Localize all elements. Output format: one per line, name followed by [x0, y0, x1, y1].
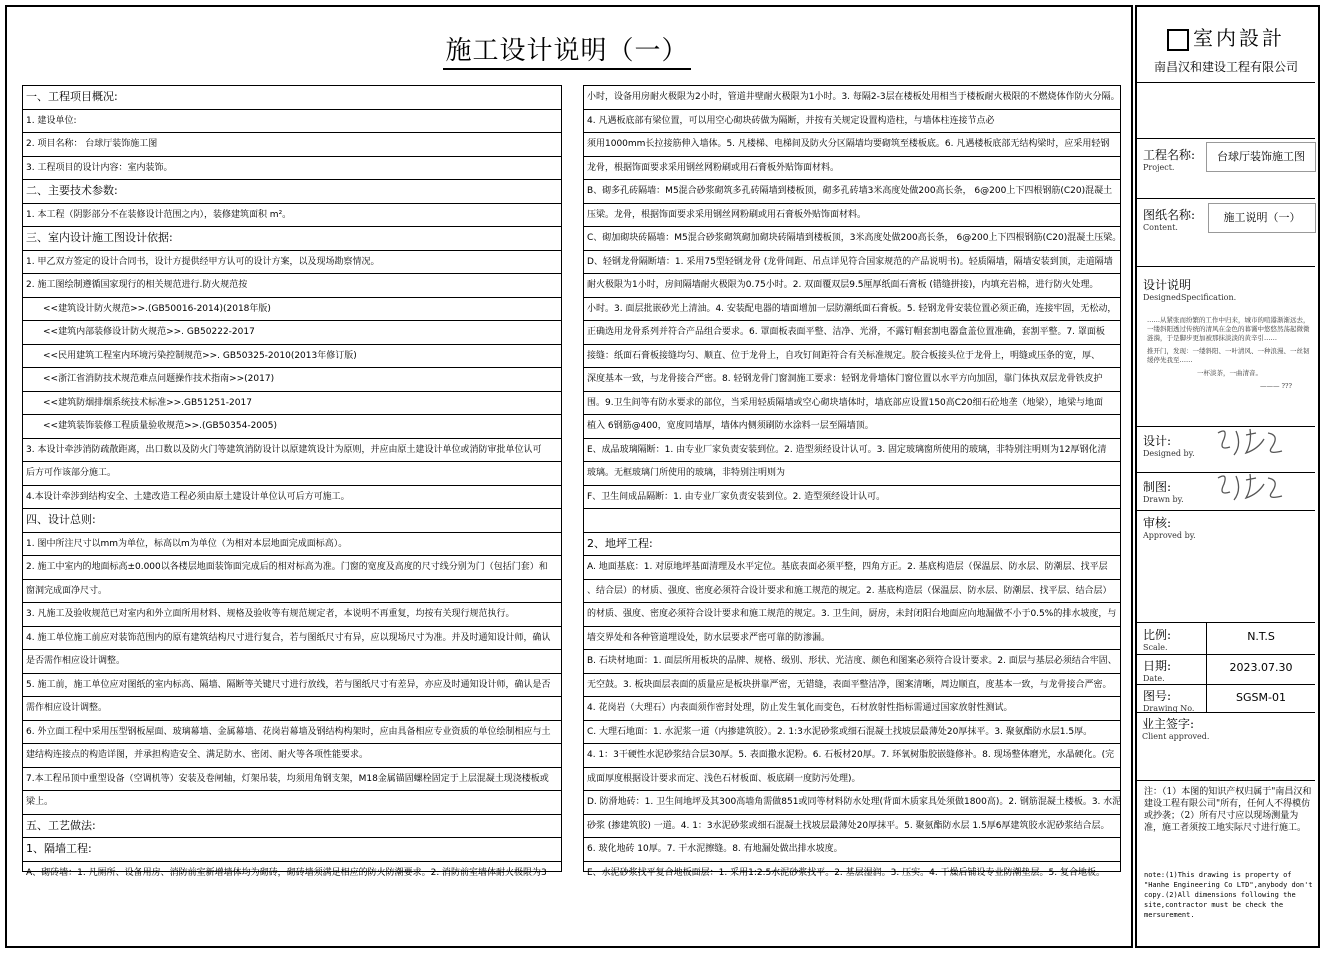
- designer-label: 设计: Designed by.: [1143, 434, 1195, 458]
- spec-line: A. 地面基底：1. 对原地坪基面清理及水平定位。基底表面必须平整，四角方正。2. 基底构造层（保温层、防水层、防潮层、找平层: [584, 556, 1120, 580]
- spec-line: C、砌加砌块砖隔墙：M5混合砂浆砌筑砌加砌块砖隔墙到楼板顶，3米高度处做200高长条， 6@200上下四根钢筋(C20)混凝土压梁。: [584, 227, 1120, 251]
- spec-line: 墙交界处和各种管道埋设处，防水层要求严密可靠的防渗漏。: [584, 627, 1120, 651]
- spec-line: 2. 施工中室内的地面标高±0.000以各楼层地面装饰面完成后的相对标高为准。门窗的宽度及高度的尺寸线分别为门（包括门套）和: [23, 556, 561, 580]
- spec-line: 压梁。龙骨，根据饰面要求采用钢丝网粉刷或用石膏板外贴饰面材料。: [584, 204, 1120, 228]
- date-label: 日期: Date.: [1143, 659, 1172, 683]
- logo-mark-icon: [1167, 29, 1189, 51]
- design-spec-label: 设计说明 DesignedSpecification.: [1143, 278, 1237, 302]
- spec-line: <<建筑装饰装修工程质量验收规范>>.(GB50354-2005): [23, 415, 561, 439]
- design-poem: ……从紧张而纷繁的工作中归来，城市的喧嚣渐渐远去，一缕斜阳透过传统的清风在金色的暮霭中悠悠然荡起微微涟漪，于是脚步更加被那抹淡淡的黄辛引…… 推开门，发现：一缕斜阳、一叶清风、一种浪漫、一丝韧缓停先我至…… 一杯淡茶，一曲清音。 ——— ???: [1147, 316, 1310, 390]
- client-label: 业主签字: Client approved.: [1142, 717, 1210, 741]
- spec-line: 7.本工程吊顶中重型设备（空调机等）安装及卷闸轴，灯架吊装，均须用角钢支架，M18金属锚固螺栓固定于上层混凝土现浇楼板或: [23, 768, 561, 792]
- content-label: 图纸名称: Content.: [1143, 208, 1196, 232]
- section-heading: 1、隔墙工程:: [23, 838, 561, 862]
- spec-line: 5. 施工前，施工单位应对图纸的室内标高、隔墙、隔断等关键尺寸进行放线，若与图纸尺寸有差异，亦应及时通知设计师，确认是否: [23, 674, 561, 698]
- spec-line: 须用1000mm长拉接筋伸入墙体。5. 凡楼梯、电梯间及防火分区隔墙均要砌筑至楼板底。6. 凡遇楼板底部无结构梁时，应采用轻钢: [584, 133, 1120, 157]
- spec-line: <<浙江省消防技术规范难点问题操作技术指南>>(2017): [23, 368, 561, 392]
- scale-label: 比例: Scale.: [1143, 628, 1172, 652]
- note-en: note:(1)This drawing is property of "Hanhe Engineering Co LTD",anybody don't copy.(2)All dimensions following the site,contractor must be check the mersurement.: [1144, 871, 1313, 919]
- spec-line: 耐火极限为1小时，房间隔墙耐火极限为0.75小时。2. 双面覆双层9.5厘厚纸面石膏板 (错缝拼接)，内填充岩棉，进行防火处理。: [584, 274, 1120, 298]
- spec-line: <<建筑设计防火规范>>.(GB50016-2014)(2018年版): [23, 298, 561, 322]
- spec-line: [584, 509, 1120, 533]
- spec-line: <<民用建筑工程室内环境污染控制规范>>. GB50325-2010(2013年修订版): [23, 345, 561, 369]
- spec-line: 正确选用龙骨系列并符合产品组合要求。6. 罩面板表面平整、洁净、光滑，不露钉帽套割电器盒盖位置准确，套割平整。7. 罩面板: [584, 321, 1120, 345]
- spec-line: 3. 本设计牵涉消防疏散距离，出口数以及防火门等建筑消防设计以原建筑设计为原则，并应由原土建设计单位或消防审批单位认可: [23, 439, 561, 463]
- spec-line: 4. 花岗岩（大理石）内表面须作密封处理，防止发生氧化而变色，石材放射性指标需通过国家放射性测试。: [584, 697, 1120, 721]
- spec-line: F、卫生间成品隔断：1. 由专业厂家负责安装到位。2. 造型须经设计认可。: [584, 486, 1120, 510]
- spec-line: E、水泥砂浆找平复合地板面层：1. 采用1:2.5水泥砂浆找平。2. 基层湿润。3. 压实。4. 干燥后铺设专业防潮垫层。5. 复合地板。: [587, 867, 1105, 878]
- project-label: 工程名称: Project.: [1143, 148, 1196, 172]
- spec-line: 2. 项目名称： 台球厅装饰施工图: [23, 133, 561, 157]
- section-heading: 一、工程项目概况:: [23, 86, 561, 110]
- content-value: 施工说明（一）: [1208, 203, 1316, 233]
- spec-line: <<建筑防烟排烟系统技术标准>>.GB51251-2017: [23, 392, 561, 416]
- spec-line: 接缝：纸面石膏板接缝均匀、顺直、位于龙骨上，自攻钉间距符合有关标准规定。胶合板接头位于龙骨上，明缝或压条的宽，厚、: [584, 345, 1120, 369]
- date-value: 2023.07.30: [1229, 661, 1293, 674]
- spec-line: C. 大理石地面：1. 水泥浆一道（内掺建筑胶）。2. 1:3水泥砂浆或细石混凝土找坡层最薄处20厚抹平。3. 聚氨酯防水层1.5厚。: [584, 721, 1120, 745]
- spec-line: 植入 6钢筋@400，宽度同墙厚，墙体内侧须刷防水涂料一层至隔墙顶。: [584, 415, 1120, 439]
- spec-line: A、砌砖墙：1. 凡厕所、设备用房、消防前室新增墙体均为砌砖，砌砖墙须满足相应的防火防潮要求。2. 消防前室墙体耐火极限为3: [26, 867, 547, 878]
- spec-line: 小时。3. 面层批嵌砂光上清油。4. 安装配电器的墙面增加一层防潮纸面石膏板。5. 轻钢龙骨安装位置必须正确，连接牢固，无松动，: [584, 298, 1120, 322]
- spec-line: 的材质、强度、密度必须符合设计要求和施工规范的规定。3. 卫生间，厨房，未封闭阳台地面应向地漏做不小于0.5%的排水坡度，与: [584, 603, 1120, 627]
- spec-line: 需作相应设计调整。: [23, 697, 561, 721]
- right-column: [583, 85, 1122, 878]
- spec-line: 4. 凡遇板底部有梁位置，可以用空心砌块砖做为隔断，并按有关规定设置构造柱，与墙体柱连接节点必: [584, 110, 1120, 134]
- spec-line: 1. 建设单位:: [23, 110, 561, 134]
- spec-line: 4. 施工单位施工前应对装饰范围内的原有建筑结构尺寸进行复合，若与图纸尺寸有异，应以现场尺寸为准。并及时通知设计师，确认: [23, 627, 561, 651]
- spec-line: 2. 施工图绘制遵循国家现行的相关规范进行.防火规范按: [23, 274, 561, 298]
- spec-line: D、轻钢龙骨隔断墙：1. 采用75型轻钢龙骨 (龙骨间距、吊点详见符合国家规范的产品说明书)。轻质隔墙，隔墙安装到顶，走道隔墙: [584, 251, 1120, 275]
- company-name: 南昌汉和建设工程有限公司: [1153, 60, 1298, 74]
- spec-line: 小时，设备用房耐火极限为2小时，管道井壁耐火极限为1小时。3. 每隔2-3层在楼板处用相当于楼板耐火极限的不燃烧体作防火分隔。: [584, 86, 1120, 110]
- left-column: [22, 85, 562, 878]
- approved-label: 审核: Approved by.: [1143, 516, 1196, 540]
- spec-line: B. 石块材地面：1. 面层所用板块的品牌、规格、级别、形状、光洁度、颜色和图案必须符合设计要求。2. 面层与基层必须结合牢固、: [584, 650, 1120, 674]
- spec-line: 玻璃。无框玻璃门所使用的玻璃，非特别注明则为: [584, 462, 1120, 486]
- section-heading: 三、室内设计施工图设计依据:: [23, 227, 561, 251]
- spec-line: 深度基本一致，与龙骨接合严密。8. 轻钢龙骨门窗洞施工要求：轻钢龙骨墙体门窗位置以水平方向加固，靠门体执双层龙骨铁皮护: [584, 368, 1120, 392]
- spec-line: 无空鼓。3. 板块面层表面的质量应是板块拼靠严密，无错缝，表面平整洁净，图案清晰，周边顺直，度基本一致，与龙骨接合严密。: [584, 674, 1120, 698]
- drawn-signature-icon: [1212, 470, 1292, 506]
- spec-line: 3. 工程项目的设计内容：室内装饰。: [23, 157, 561, 181]
- spec-line: 6. 玻化地砖 10厚。7. 干水泥擦缝。8. 有地漏处做出排水坡度。: [584, 838, 1120, 862]
- spec-line: 梁上。: [23, 791, 561, 815]
- spec-line: 窗洞完成面净尺寸。: [23, 580, 561, 604]
- section-heading: 四、设计总则:: [23, 509, 561, 533]
- spec-line: 是否需作相应设计调整。: [23, 650, 561, 674]
- spec-line: E、成品玻璃隔断：1. 由专业厂家负责安装到位。2. 造型须经设计认可。3. 固定玻璃窗所使用的玻璃，非特别注明则为12厚钢化清: [584, 439, 1120, 463]
- spec-line: B、砌多孔砖隔墙：M5混合砂浆砌筑多孔砖隔墙到楼板顶，砌多孔砖墙3米高度处做200高长条， 6@200上下四根钢筋(C20)混凝土: [584, 180, 1120, 204]
- spec-line: 砂浆 (掺建筑胶) 一道。4. 1：3水泥砂浆或细石混凝土找坡层最薄处20厚抹平。5. 聚氨酯防水层 1.5厚6厚建筑胶水泥砂浆结合层。: [584, 815, 1120, 839]
- spec-line: 龙骨，根据饰面要求采用钢丝网粉刷或用石膏板外贴饰面材料。: [584, 157, 1120, 181]
- spec-line: 1. 本工程（阴影部分不在装修设计范围之内），装修建筑面积 m²。: [23, 204, 561, 228]
- spec-line: 6. 外立面工程中采用压型钢板屋面、玻璃幕墙、金属幕墙、花岗岩幕墙及钢结构构架时，应由具备相应专业资质的单位绘制相应与土: [23, 721, 561, 745]
- logo: 室内設計: [1137, 22, 1315, 51]
- spec-line: 围。9.卫生间等有防水要求的部位，当采用轻质隔墙或空心砌块墙体时，墙底部应设置150高C20细石砼地垄（地梁），地梁与地面: [584, 392, 1120, 416]
- spec-line: 1. 甲乙双方签定的设计合同书，设计方提供经甲方认可的设计方案，以及现场勘察情况。: [23, 251, 561, 275]
- spec-line: <<建筑内部装修设计防火规范>>. GB50222-2017: [23, 321, 561, 345]
- scale-value: N.T.S: [1247, 630, 1275, 643]
- section-heading: 五、工艺做法:: [23, 815, 561, 839]
- page-title: 施工设计说明（一）: [0, 30, 1134, 67]
- drawing-no-label: 图号: Drawing No.: [1143, 689, 1195, 713]
- spec-line: 1. 图中所注尺寸以mm为单位，标高以m为单位（为相对本层地面完成面标高）。: [23, 533, 561, 557]
- spec-line: 建结构连接点的构造详图，并承担构造安全、满足防水、密闭、耐火等各项性能要求。: [23, 744, 561, 768]
- spec-line: 、结合层）的材质、强度、密度必须符合设计要求和施工规范的规定。2. 基底构造层（保温层、防水层、防潮层、找平层、结合层）: [584, 580, 1120, 604]
- section-heading: 2、地坪工程:: [584, 533, 1120, 557]
- spec-line: 后方可作该部分施工。: [23, 462, 561, 486]
- spec-line: 4.本设计牵涉到结构安全、土建改造工程必须由原土建设计单位认可后方可施工。: [23, 486, 561, 510]
- drawn-label: 制图: Drawn by.: [1143, 480, 1184, 504]
- designer-signature-icon: [1212, 425, 1292, 461]
- spec-line: 成面厚度根据设计要求而定、浅色石材板面、板底刷一度防污处理)。: [584, 768, 1120, 792]
- section-heading: 二、主要技术参数:: [23, 180, 561, 204]
- spec-line: D. 防滑地砖：1. 卫生间地坪及其300高墙角需做851或同等材料防水处理(背面木质家具处须做1800高)。2. 钢筋混凝土楼板。3. 水泥: [584, 791, 1120, 815]
- drawing-no-value: SGSM-01: [1236, 691, 1286, 704]
- spec-line: 4. 1：3干硬性水泥砂浆结合层30厚。5. 表面撒水泥粉。6. 石板材20厚。7. 环氧树脂胶嵌缝修补。8. 现场整体磨光，水晶硬化。(完: [584, 744, 1120, 768]
- spec-line: 3. 凡施工及验收规范已对室内和外立面所用材料、规格及验收等有规范规定者，本说明不再重复，均按有关现行规范执行。: [23, 603, 561, 627]
- project-value: 台球厅装饰施工图: [1206, 142, 1316, 172]
- note-cn: 注：（1）本图的知识产权归属于"南昌汉和建设工程有限公司"所有，任何人不得模仿或抄袭；（2）所有尺寸应以现场测量为准，施工者须按工地实际尺寸进行施工。: [1144, 787, 1312, 833]
